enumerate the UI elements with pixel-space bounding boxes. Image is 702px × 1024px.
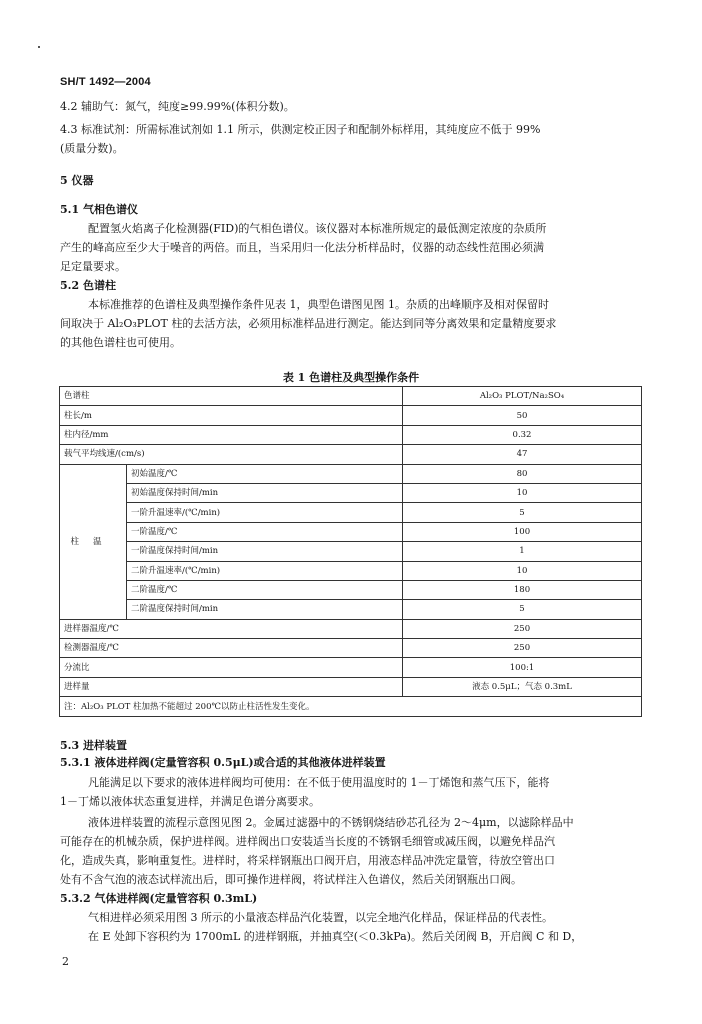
table-header-row [60, 387, 642, 406]
table-note-row [60, 697, 642, 717]
param-label: 进样量 [60, 677, 403, 696]
standard-number-header: SH/T 1492—2004 [60, 76, 151, 88]
table-row [60, 425, 642, 444]
table-row [60, 483, 642, 502]
param-value: 10 [403, 561, 642, 580]
para-5-1-line1: 配置氢火焰离子化检测器(FID)的气相色谱仪。该仪器对本标准所规定的最低测定浓度的杂质所 [88, 222, 547, 235]
param-value: 250 [403, 639, 642, 658]
table-row [60, 658, 642, 677]
table-row [60, 406, 642, 425]
column-header-label: 色谱柱 [60, 387, 403, 406]
para-5-1-line3: 足定量要求。 [60, 260, 126, 273]
section-5-2-heading: 5.2 色谱柱 [60, 279, 116, 292]
table-row [60, 677, 642, 696]
param-value: 47 [403, 445, 642, 464]
table-row [60, 639, 642, 658]
param-value: 100:1 [403, 658, 642, 677]
param-label: 初始温度保持时间/min [127, 483, 403, 502]
param-label: 一阶升温速率/(℃/min) [127, 503, 403, 522]
table-row [60, 580, 642, 599]
para-5-2-line2: 间取决于 Al₂O₃PLOT 柱的去活方法，必须用标准样品进行测定。能达到同等分离效果和定量精度要求 [60, 317, 557, 330]
param-label: 二阶温度/℃ [127, 580, 403, 599]
param-label: 二阶升温速率/(℃/min) [127, 561, 403, 580]
param-label: 一阶温度保持时间/min [127, 542, 403, 561]
page-number: 2 [62, 955, 69, 968]
param-value: 5 [403, 503, 642, 522]
table-row [60, 619, 642, 638]
table-1-title: 表 1 色谱柱及典型操作条件 [282, 371, 420, 384]
para-5-3-2-line1: 气相进样必须采用图 3 所示的小量液态样品汽化装置，以完全地汽化样品，保证样品的代表性。 [88, 911, 553, 924]
section-5-3-2-heading: 5.3.2 气体进样阀(定量管容积 0.3mL) [60, 892, 258, 905]
param-label: 检测器温度/℃ [60, 639, 403, 658]
scan-speck [38, 46, 40, 48]
group-label-column-temperature: 柱温 [60, 464, 127, 619]
section-5-3-heading: 5.3 进样装置 [60, 739, 127, 752]
para-5-3-1-line1: 凡能满足以下要求的液体进样阀均可使用：在不低于使用温度时的 1－丁烯饱和蒸气压下，能将 [88, 776, 550, 789]
param-value: 5 [403, 600, 642, 619]
param-label: 柱内径/mm [60, 425, 403, 444]
table-row [60, 561, 642, 580]
para-5-3-1-line4: 可能存在的机械杂质，保护进样阀。进样阀出口安装适当长度的不锈钢毛细管或减压阀，以避免样品汽 [60, 835, 555, 848]
para-5-3-1-line3: 液体进样装置的流程示意图见图 2。金属过滤器中的不锈钢烧结砂芯孔径为 2～4μm，以滤除样品中 [88, 816, 574, 829]
clause-4-3-line1: 4.3 标准试剂：所需标准试剂如 1.1 所示，供测定校正因子和配制外标样用，其纯度应不低于 99% [60, 123, 541, 136]
table-row [60, 600, 642, 619]
para-5-2-line3: 的其他色谱柱也可使用。 [60, 336, 181, 349]
param-label: 二阶温度保持时间/min [127, 600, 403, 619]
table-row [60, 503, 642, 522]
table-row [60, 542, 642, 561]
param-value: 50 [403, 406, 642, 425]
table-row [60, 464, 642, 483]
para-5-3-2-line2: 在 E 处卸下容积约为 1700mL 的进样钢瓶，并抽真空(＜0.3kPa)。然后关闭阀 B，开启阀 C 和 D， [88, 930, 583, 943]
param-label: 初始温度/℃ [127, 464, 403, 483]
param-value: 液态 0.5μL；气态 0.3mL [403, 677, 642, 696]
param-label: 进样器温度/℃ [60, 619, 403, 638]
param-label: 载气平均线速/(cm/s) [60, 445, 403, 464]
table-note: 注：Al₂O₃ PLOT 柱加热不能超过 200℃以防止柱活性发生变化。 [60, 697, 642, 717]
param-value: 80 [403, 464, 642, 483]
param-label: 一阶温度/℃ [127, 522, 403, 541]
para-5-2-line1: 本标准推荐的色谱柱及典型操作条件见表 1，典型色谱图见图 1。杂质的出峰顺序及相对保留时 [88, 298, 549, 311]
param-value: 100 [403, 522, 642, 541]
table-row [60, 445, 642, 464]
section-5-heading: 5 仪器 [60, 174, 94, 187]
para-5-1-line2: 产生的峰高应至少大于噪音的两倍。而且，当采用归一化法分析样品时，仪器的动态线性范围必须满 [60, 241, 544, 254]
clause-4-2: 4.2 辅助气：氮气，纯度≥99.99%(体积分数)。 [60, 100, 295, 113]
table-row [60, 522, 642, 541]
param-value: 250 [403, 619, 642, 638]
para-5-3-1-line6: 处有不含气泡的液态试样流出后，即可操作进样阀，将试样注入色谱仪，然后关闭钢瓶出口阀。 [60, 873, 522, 886]
param-value: 10 [403, 483, 642, 502]
clause-4-3-line2: (质量分数)。 [60, 142, 124, 155]
param-value: 1 [403, 542, 642, 561]
param-value: 0.32 [403, 425, 642, 444]
table-1-column-conditions [59, 386, 642, 717]
column-header-value: Al₂O₃ PLOT/Na₂SO₄ [403, 387, 642, 406]
param-label: 柱长/m [60, 406, 403, 425]
para-5-3-1-line5: 化，造成失真，影响重复性。进样时，将采样钢瓶出口阀开启，用液态样品冲洗定量管，待放空管出口 [60, 854, 555, 867]
param-label: 分流比 [60, 658, 403, 677]
para-5-3-1-line2: 1－丁烯以液体状态重复进样，并满足色谱分离要求。 [60, 795, 320, 808]
section-5-1-heading: 5.1 气相色谱仪 [60, 203, 138, 216]
param-value: 180 [403, 580, 642, 599]
section-5-3-1-heading: 5.3.1 液体进样阀(定量管容积 0.5μL)或合适的其他液体进样装置 [60, 756, 386, 769]
